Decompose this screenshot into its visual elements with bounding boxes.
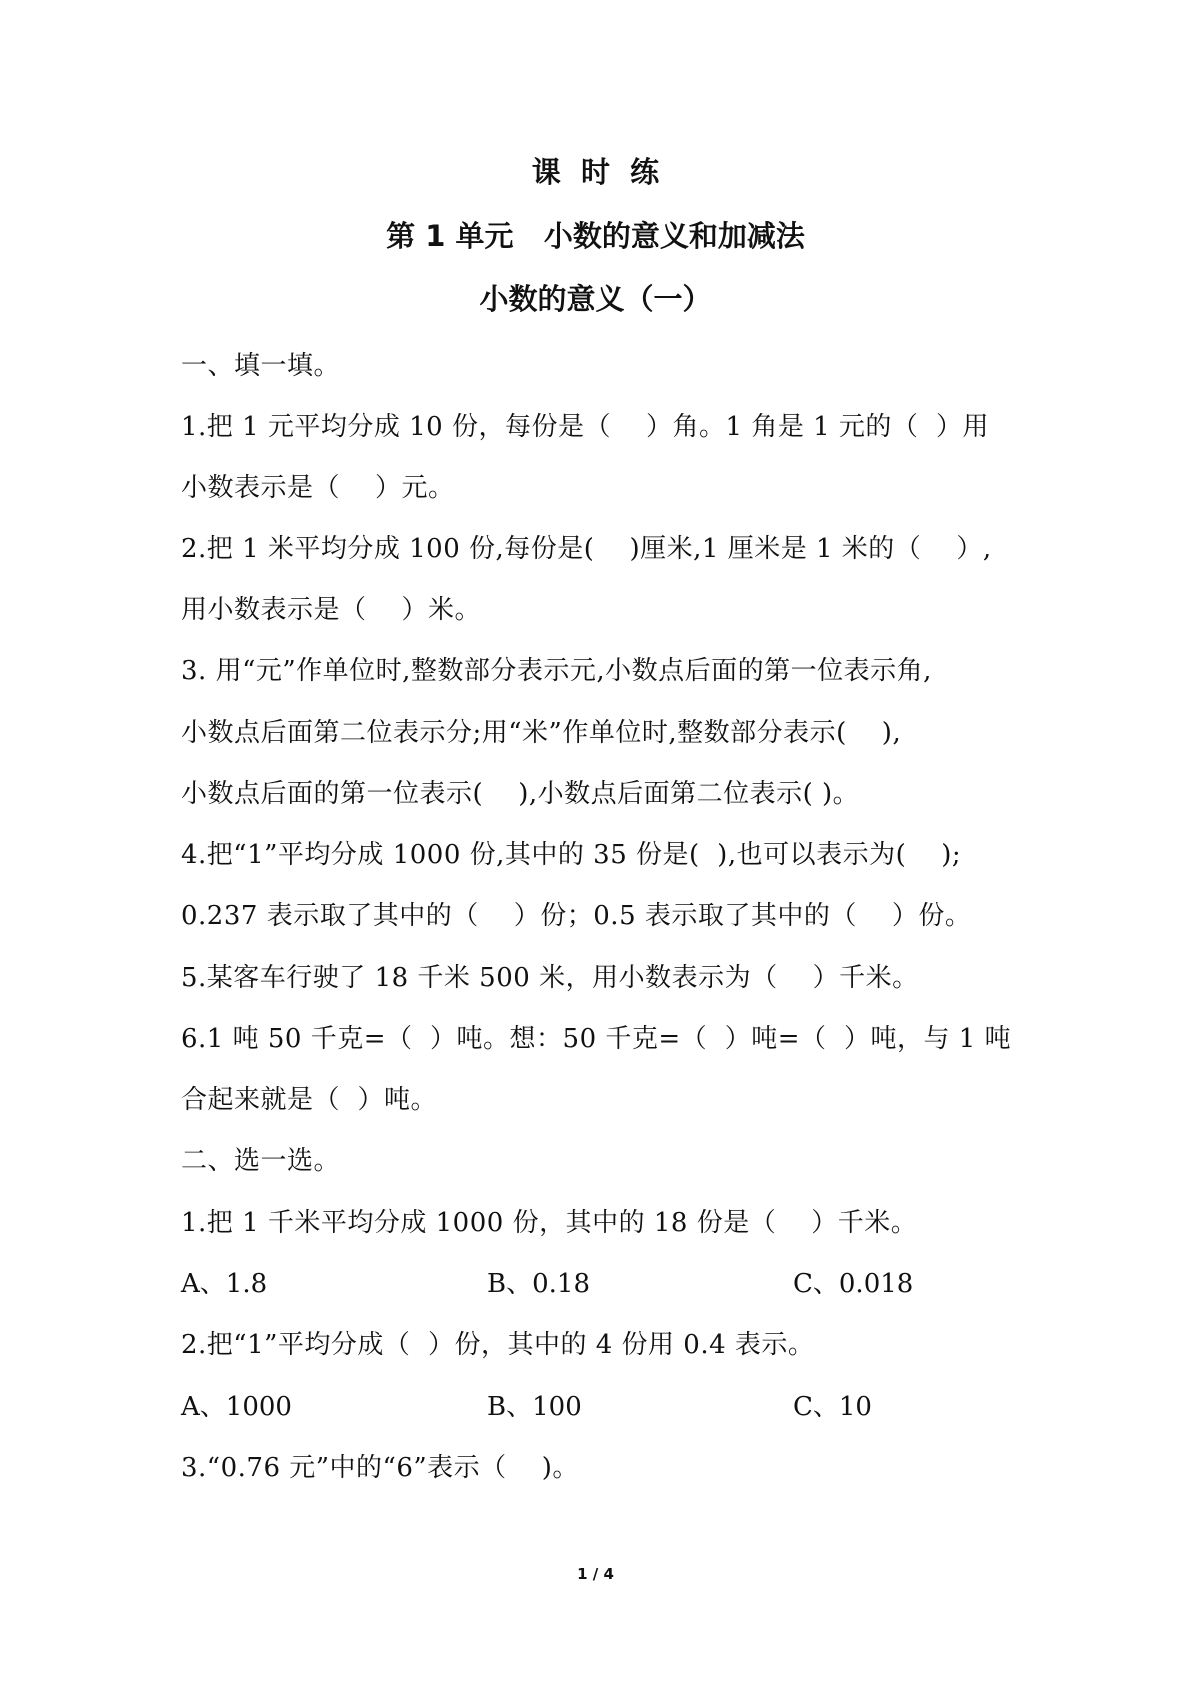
question-line: 5.某客车行驶了 18 千米 500 米，用小数表示为（ ）千米。 bbox=[181, 963, 919, 993]
question-line: 3. 用“元”作单位时,整数部分表示元,小数点后面的第一位表示角, bbox=[181, 656, 932, 686]
choice-question: 3.“0.76 元”中的“6”表示（ )。 bbox=[181, 1453, 579, 1483]
unit-title: 第 1 单元 小数的意义和加减法 bbox=[386, 219, 805, 253]
lesson-title: 小数的意义（一） bbox=[479, 282, 712, 316]
page-title: 课 时 练 bbox=[531, 155, 660, 189]
question-line: 0.237 表示取了其中的（ ）份；0.5 表示取了其中的（ ）份。 bbox=[181, 901, 972, 931]
option-b: B、0.18 bbox=[487, 1269, 590, 1299]
option-b: B、100 bbox=[487, 1392, 582, 1422]
question-line: 4.把“1”平均分成 1000 份,其中的 35 份是( ),也可以表示为( ); bbox=[181, 840, 962, 870]
question-line: 1.把 1 元平均分成 10 份，每份是（ ）角。1 角是 1 元的（ ）用 bbox=[181, 412, 989, 442]
question-line: 用小数表示是（ ）米。 bbox=[181, 595, 482, 625]
section-heading-choose: 二、选一选。 bbox=[181, 1146, 341, 1176]
choice-question: 2.把“1”平均分成（ ）份，其中的 4 份用 0.4 表示。 bbox=[181, 1330, 815, 1360]
page-number: 1 / 4 bbox=[577, 1565, 614, 1583]
question-line: 6.1 吨 50 千克=（ ）吨。想：50 千克=（ ）吨=（ ）吨，与 1 吨 bbox=[181, 1024, 1012, 1054]
option-c: C、0.018 bbox=[793, 1269, 914, 1299]
option-a: A、1000 bbox=[181, 1392, 292, 1422]
section-heading-fill-in: 一、填一填。 bbox=[181, 351, 341, 381]
option-a: A、1.8 bbox=[181, 1269, 268, 1299]
question-line: 2.把 1 米平均分成 100 份,每份是( )厘米,1 厘米是 1 米的（ ）, bbox=[181, 534, 992, 564]
question-line: 小数点后面的第一位表示( ),小数点后面第二位表示( )。 bbox=[181, 779, 860, 809]
question-line: 小数点后面第二位表示分;用“米”作单位时,整数部分表示( ), bbox=[181, 718, 902, 748]
question-line: 小数表示是（ ）元。 bbox=[181, 473, 455, 503]
option-c: C、10 bbox=[793, 1392, 872, 1422]
choice-question: 1.把 1 千米平均分成 1000 份，其中的 18 份是（ ）千米。 bbox=[181, 1208, 918, 1238]
question-line: 合起来就是（ ）吨。 bbox=[181, 1085, 438, 1115]
